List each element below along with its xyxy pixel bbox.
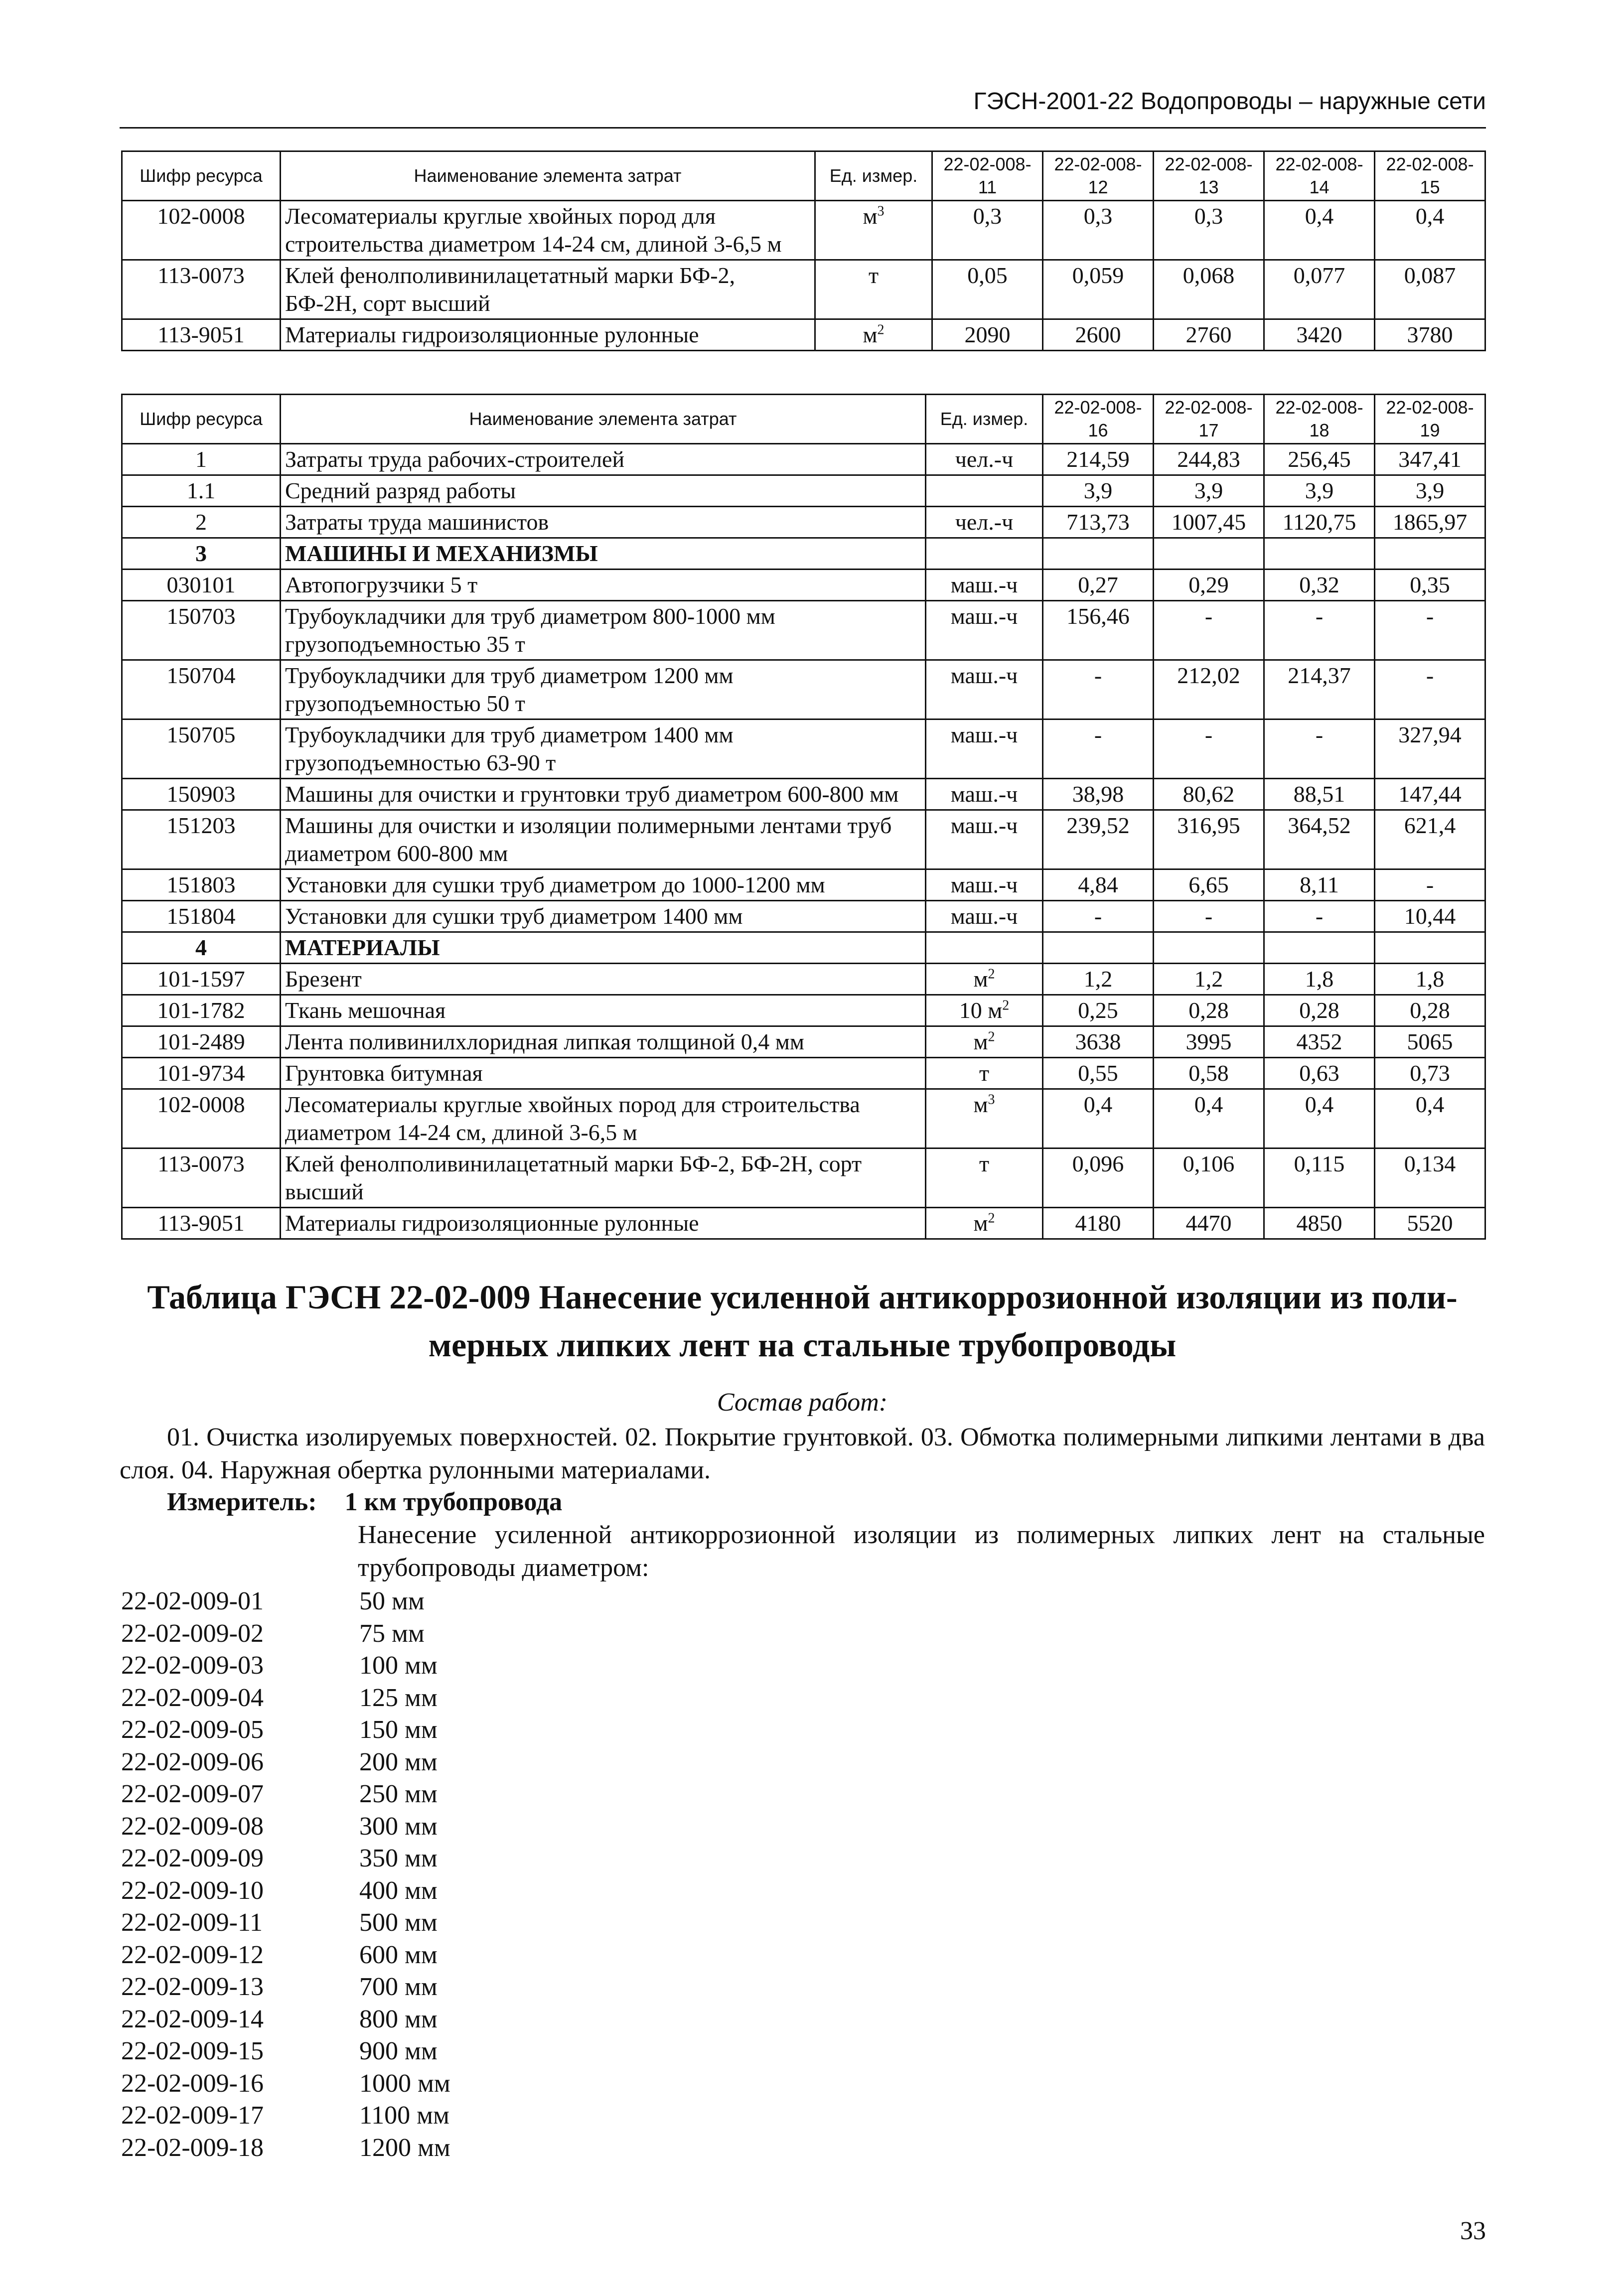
norm-code: 22-02-009-01 bbox=[121, 1587, 264, 1615]
norm-value-cell: 88,51 bbox=[1264, 779, 1375, 810]
cost-element-name-cell: Клей фенолполивинилацетатный марки БФ-2, БФ-2Н, сорт высший bbox=[281, 260, 815, 319]
cost-element-name-cell: Машины для очистки и грунтовки труб диаметром 600-800 мм bbox=[281, 779, 926, 810]
norm-value-cell: - bbox=[1043, 660, 1154, 719]
norm-code-row bbox=[121, 2004, 450, 2036]
section-title-line: мерных липких лент на стальные трубопроводы bbox=[428, 1326, 1177, 1364]
norm-value-cell: 364,52 bbox=[1264, 810, 1375, 869]
norm-code-row bbox=[121, 1650, 450, 1682]
norm-code: 22-02-009-14 bbox=[121, 2005, 264, 2033]
table-row bbox=[122, 810, 1485, 869]
norm-value-cell: - bbox=[1264, 719, 1375, 779]
norm-code-list bbox=[121, 1585, 450, 2164]
norm-value-cell: 5065 bbox=[1375, 1026, 1485, 1058]
norm-value-cell: 1,2 bbox=[1043, 964, 1154, 995]
unit-cell: маш.-ч bbox=[926, 719, 1043, 779]
norm-value-cell: 3,9 bbox=[1264, 475, 1375, 507]
pipe-diameter: 50 мм bbox=[359, 1587, 425, 1615]
unit-cell: $м^2$ bbox=[926, 1026, 1043, 1058]
norm-value-cell bbox=[1375, 538, 1485, 570]
norm-value-cell: 0,115 bbox=[1264, 1148, 1375, 1208]
resource-code-cell: 151803 bbox=[122, 869, 281, 901]
table-row bbox=[122, 660, 1485, 719]
resource-code-cell: 1 bbox=[122, 444, 281, 475]
table-row bbox=[122, 995, 1485, 1026]
header-cell: Ед. измер. bbox=[926, 395, 1043, 444]
norm-code-row bbox=[121, 1971, 450, 2004]
unit-cell: маш.-ч bbox=[926, 570, 1043, 601]
norm-value-cell: 0,4 bbox=[1264, 1089, 1375, 1148]
header-cell: Наименование элемента затрат bbox=[281, 395, 926, 444]
resource-code-cell: 113-0073 bbox=[122, 260, 281, 319]
resource-code-cell: 151203 bbox=[122, 810, 281, 869]
table-row bbox=[122, 719, 1485, 779]
cost-element-name-cell: МАТЕРИАЛЫ bbox=[281, 932, 926, 964]
resource-code-cell: 1.1 bbox=[122, 475, 281, 507]
norm-value-cell: 0,134 bbox=[1375, 1148, 1485, 1208]
unit-cell: маш.-ч bbox=[926, 901, 1043, 932]
norm-value-cell: 3995 bbox=[1154, 1026, 1264, 1058]
resource-code-cell: 102-0008 bbox=[122, 201, 281, 260]
norm-value-cell: 2090 bbox=[932, 319, 1043, 351]
norm-value-cell: 327,94 bbox=[1375, 719, 1485, 779]
norm-code-row bbox=[121, 1682, 450, 1715]
norm-code-row bbox=[121, 1939, 450, 1972]
resource-code-cell: 150903 bbox=[122, 779, 281, 810]
table-body bbox=[122, 201, 1485, 351]
unit-cell: т bbox=[926, 1058, 1043, 1089]
norm-code: 22-02-009-04 bbox=[121, 1683, 264, 1712]
pipe-diameter: 200 мм bbox=[359, 1747, 438, 1776]
norm-code-row bbox=[121, 1585, 450, 1618]
unit-cell: 10 $м^2$ bbox=[926, 995, 1043, 1026]
pipe-diameter: 100 мм bbox=[359, 1651, 438, 1680]
table-row bbox=[122, 779, 1485, 810]
pipe-diameter: 1000 мм bbox=[359, 2069, 450, 2098]
norm-value-cell: 4180 bbox=[1043, 1208, 1154, 1239]
norm-value-cell: 0,28 bbox=[1154, 995, 1264, 1026]
cost-element-name-cell: Ткань мешочная bbox=[281, 995, 926, 1026]
table-row bbox=[122, 1026, 1485, 1058]
norm-value-cell: 4,84 bbox=[1043, 869, 1154, 901]
unit-cell: чел.-ч bbox=[926, 444, 1043, 475]
resource-code-cell: 113-9051 bbox=[122, 1208, 281, 1239]
norm-value-cell: 256,45 bbox=[1264, 444, 1375, 475]
norm-value-cell: - bbox=[1154, 719, 1264, 779]
norm-value-cell: 147,44 bbox=[1375, 779, 1485, 810]
running-header-title: ГЭСН-2001-22 Водопроводы – наружные сети bbox=[973, 88, 1486, 115]
cost-element-name-cell: Установки для сушки труб диаметром до 1000-1200 мм bbox=[281, 869, 926, 901]
section-title-line: Таблица ГЭСН 22-02-009 Нанесение усиленной антикоррозионной изоляции из поли- bbox=[147, 1278, 1458, 1316]
page-number: 33 bbox=[1460, 2217, 1486, 2245]
resource-code-cell: 101-2489 bbox=[122, 1026, 281, 1058]
table-row bbox=[122, 1148, 1485, 1208]
norm-value-cell: 5520 bbox=[1375, 1208, 1485, 1239]
table-header-row bbox=[122, 151, 1485, 201]
norm-value-cell: 347,41 bbox=[1375, 444, 1485, 475]
resource-code-cell: 102-0008 bbox=[122, 1089, 281, 1148]
norm-value-cell bbox=[1264, 932, 1375, 964]
pipe-diameter: 125 мм bbox=[359, 1683, 438, 1712]
pipe-diameter: 900 мм bbox=[359, 2037, 438, 2065]
table-row bbox=[122, 507, 1485, 538]
norm-code-row bbox=[121, 2035, 450, 2068]
unit-cell: $м^3$ bbox=[926, 1089, 1043, 1148]
norm-code-row bbox=[121, 1618, 450, 1650]
norm-value-cell: - bbox=[1043, 719, 1154, 779]
norm-code-row bbox=[121, 1907, 450, 1939]
header-cell: 22-02-008-14 bbox=[1264, 151, 1375, 201]
norm-value-cell: 0,28 bbox=[1375, 995, 1485, 1026]
cost-element-name-cell: Брезент bbox=[281, 964, 926, 995]
norm-value-cell: 0,3 bbox=[1043, 201, 1154, 260]
norm-value-cell: 621,4 bbox=[1375, 810, 1485, 869]
norm-value-cell: 0,4 bbox=[1043, 1089, 1154, 1148]
cost-element-name-cell: МАШИНЫ И МЕХАНИЗМЫ bbox=[281, 538, 926, 570]
norm-code-row bbox=[121, 1875, 450, 1907]
cost-element-name-cell: Материалы гидроизоляционные рулонные bbox=[281, 1208, 926, 1239]
norm-value-cell: 3638 bbox=[1043, 1026, 1154, 1058]
pipe-diameter: 75 мм bbox=[359, 1619, 425, 1648]
norm-value-cell: 0,63 bbox=[1264, 1058, 1375, 1089]
norm-code: 22-02-009-17 bbox=[121, 2101, 264, 2130]
norm-value-cell: - bbox=[1264, 601, 1375, 660]
unit-cell bbox=[926, 932, 1043, 964]
cost-element-name-cell: Клей фенолполивинилацетатный марки БФ-2, БФ-2Н, сорт высший bbox=[281, 1148, 926, 1208]
norm-value-cell: 0,58 bbox=[1154, 1058, 1264, 1089]
norm-code: 22-02-009-09 bbox=[121, 1844, 264, 1872]
norm-value-cell: - bbox=[1154, 601, 1264, 660]
norm-value-cell: 0,068 bbox=[1154, 260, 1264, 319]
resource-table-008-16-19 bbox=[121, 394, 1486, 1240]
table-row bbox=[122, 964, 1485, 995]
unit-cell bbox=[926, 475, 1043, 507]
unit-cell: т bbox=[926, 1148, 1043, 1208]
resource-code-cell: 101-1782 bbox=[122, 995, 281, 1026]
norm-value-cell: 244,83 bbox=[1154, 444, 1264, 475]
norm-description: Нанесение усиленной антикоррозионной изоляции из полимерных липких лент на стальные трубопроводы диаметром: bbox=[358, 1521, 1485, 1582]
norm-value-cell: 1,8 bbox=[1264, 964, 1375, 995]
norm-code: 22-02-009-07 bbox=[121, 1780, 264, 1808]
pipe-diameter: 800 мм bbox=[359, 2005, 438, 2033]
pipe-diameter: 150 мм bbox=[359, 1716, 438, 1744]
norm-code: 22-02-009-15 bbox=[121, 2037, 264, 2065]
norm-code: 22-02-009-03 bbox=[121, 1651, 264, 1680]
norm-value-cell: 214,37 bbox=[1264, 660, 1375, 719]
table-row bbox=[122, 869, 1485, 901]
norm-code-row bbox=[121, 1778, 450, 1811]
norm-value-cell bbox=[1264, 538, 1375, 570]
header-cell: Ед. измер. bbox=[815, 151, 932, 201]
meter-label: Измеритель: bbox=[167, 1488, 317, 1516]
meter-value: 1 км трубопровода bbox=[344, 1488, 563, 1516]
unit-cell bbox=[926, 538, 1043, 570]
pipe-diameter: 700 мм bbox=[359, 1973, 438, 2001]
norm-value-cell bbox=[1043, 932, 1154, 964]
norm-code: 22-02-009-13 bbox=[121, 1973, 264, 2001]
norm-value-cell: 0,087 bbox=[1375, 260, 1485, 319]
norm-value-cell: 1007,45 bbox=[1154, 507, 1264, 538]
unit-cell: $м^2$ bbox=[926, 964, 1043, 995]
table-row bbox=[122, 319, 1485, 351]
norm-value-cell: - bbox=[1375, 601, 1485, 660]
norm-code: 22-02-009-18 bbox=[121, 2133, 264, 2162]
table-row bbox=[122, 201, 1485, 260]
header-cell: 22-02-008-16 bbox=[1043, 395, 1154, 444]
header-cell: 22-02-008-11 bbox=[932, 151, 1043, 201]
pipe-diameter: 1100 мм bbox=[359, 2101, 449, 2130]
norm-value-cell: 0,29 bbox=[1154, 570, 1264, 601]
norm-value-cell: 713,73 bbox=[1043, 507, 1154, 538]
norm-value-cell: 2600 bbox=[1043, 319, 1154, 351]
unit-cell: маш.-ч bbox=[926, 810, 1043, 869]
resource-code-cell: 101-9734 bbox=[122, 1058, 281, 1089]
norm-value-cell: 0,28 bbox=[1264, 995, 1375, 1026]
resource-code-cell: 150705 bbox=[122, 719, 281, 779]
norm-code: 22-02-009-12 bbox=[121, 1940, 264, 1969]
table-row bbox=[122, 444, 1485, 475]
norm-value-cell: 156,46 bbox=[1043, 601, 1154, 660]
header-cell: 22-02-008-13 bbox=[1154, 151, 1264, 201]
header-cell: 22-02-008-15 bbox=[1375, 151, 1485, 201]
cost-element-name-cell: Трубоукладчики для труб диаметром 800-1000 мм грузоподъемностью 35 т bbox=[281, 601, 926, 660]
norm-value-cell: 3780 bbox=[1375, 319, 1485, 351]
norm-code-row bbox=[121, 2100, 450, 2132]
resource-code-cell: 2 bbox=[122, 507, 281, 538]
norm-value-cell bbox=[1154, 932, 1264, 964]
norm-value-cell: 4470 bbox=[1154, 1208, 1264, 1239]
norm-value-cell: 2760 bbox=[1154, 319, 1264, 351]
norm-value-cell: 3,9 bbox=[1154, 475, 1264, 507]
norm-value-cell bbox=[1375, 932, 1485, 964]
norm-value-cell: 1120,75 bbox=[1264, 507, 1375, 538]
unit-cell: т bbox=[815, 260, 932, 319]
norm-value-cell: 212,02 bbox=[1154, 660, 1264, 719]
norm-code-row bbox=[121, 2132, 450, 2164]
norm-value-cell: 3,9 bbox=[1043, 475, 1154, 507]
cost-element-name-cell: Лесоматериалы круглые хвойных пород для строительства диаметром 14-24 см, длиной 3-6,5 м bbox=[281, 201, 815, 260]
cost-element-name-cell: Установки для сушки труб диаметром 1400 мм bbox=[281, 901, 926, 932]
norm-value-cell: 239,52 bbox=[1043, 810, 1154, 869]
header-cell: 22-02-008-19 bbox=[1375, 395, 1485, 444]
cost-element-name-cell: Машины для очистки и изоляции полимерными лентами труб диаметром 600-800 мм bbox=[281, 810, 926, 869]
table-row bbox=[122, 260, 1485, 319]
norm-value-cell: 0,4 bbox=[1375, 201, 1485, 260]
norm-value-cell: 0,73 bbox=[1375, 1058, 1485, 1089]
cost-element-name-cell: Средний разряд работы bbox=[281, 475, 926, 507]
norm-value-cell: 0,077 bbox=[1264, 260, 1375, 319]
norm-code: 22-02-009-11 bbox=[121, 1908, 263, 1937]
cost-element-name-cell: Автопогрузчики 5 т bbox=[281, 570, 926, 601]
pipe-diameter: 500 мм bbox=[359, 1908, 438, 1937]
unit-cell: маш.-ч bbox=[926, 779, 1043, 810]
norm-code-row bbox=[121, 1746, 450, 1779]
norm-code-row bbox=[121, 1714, 450, 1746]
norm-value-cell: 0,32 bbox=[1264, 570, 1375, 601]
norm-value-cell: 4850 bbox=[1264, 1208, 1375, 1239]
cost-element-name-cell: Трубоукладчики для труб диаметром 1200 мм грузоподъемностью 50 т bbox=[281, 660, 926, 719]
norm-value-cell: - bbox=[1264, 901, 1375, 932]
norm-code: 22-02-009-06 bbox=[121, 1747, 264, 1776]
table-row bbox=[122, 1089, 1485, 1148]
norm-value-cell: - bbox=[1375, 869, 1485, 901]
cost-element-name-cell: Трубоукладчики для труб диаметром 1400 мм грузоподъемностью 63-90 т bbox=[281, 719, 926, 779]
norm-code: 22-02-009-10 bbox=[121, 1876, 264, 1905]
table-row bbox=[122, 1058, 1485, 1089]
header-cell: 22-02-008-17 bbox=[1154, 395, 1264, 444]
resource-code-cell: 113-9051 bbox=[122, 319, 281, 351]
table-body bbox=[122, 444, 1485, 1239]
unit-cell: $м^2$ bbox=[815, 319, 932, 351]
unit-cell: маш.-ч bbox=[926, 869, 1043, 901]
resource-code-cell: 113-0073 bbox=[122, 1148, 281, 1208]
resource-code-cell: 030101 bbox=[122, 570, 281, 601]
norm-value-cell: 214,59 bbox=[1043, 444, 1154, 475]
norm-value-cell: 0,3 bbox=[932, 201, 1043, 260]
table-header-row bbox=[122, 395, 1485, 444]
norm-value-cell: 0,27 bbox=[1043, 570, 1154, 601]
cost-element-name-cell: Затраты труда рабочих-строителей bbox=[281, 444, 926, 475]
unit-cell: маш.-ч bbox=[926, 601, 1043, 660]
norm-value-cell: - bbox=[1375, 660, 1485, 719]
norm-value-cell: 6,65 bbox=[1154, 869, 1264, 901]
header-cell: Шифр ресурса bbox=[122, 151, 281, 201]
norm-value-cell: 0,35 bbox=[1375, 570, 1485, 601]
pipe-diameter: 300 мм bbox=[359, 1812, 438, 1841]
section-title bbox=[120, 1273, 1485, 1369]
resource-code-cell: 150704 bbox=[122, 660, 281, 719]
norm-value-cell: 1,8 bbox=[1375, 964, 1485, 995]
table-row bbox=[122, 601, 1485, 660]
norm-value-cell: 0,096 bbox=[1043, 1148, 1154, 1208]
resource-code-cell: 151804 bbox=[122, 901, 281, 932]
norm-value-cell: 316,95 bbox=[1154, 810, 1264, 869]
header-cell: Наименование элемента затрат bbox=[281, 151, 815, 201]
header-cell: 22-02-008-18 bbox=[1264, 395, 1375, 444]
unit-cell: чел.-ч bbox=[926, 507, 1043, 538]
norm-value-cell: 4352 bbox=[1264, 1026, 1375, 1058]
norm-value-cell: 0,4 bbox=[1264, 201, 1375, 260]
table-row bbox=[122, 475, 1485, 507]
cost-element-name-cell: Материалы гидроизоляционные рулонные bbox=[281, 319, 815, 351]
norm-value-cell: 80,62 bbox=[1154, 779, 1264, 810]
norm-value-cell: 0,106 bbox=[1154, 1148, 1264, 1208]
table-row bbox=[122, 570, 1485, 601]
norm-code: 22-02-009-08 bbox=[121, 1812, 264, 1841]
norm-code-row bbox=[121, 1843, 450, 1875]
norm-value-cell: 0,3 bbox=[1154, 201, 1264, 260]
resource-code-cell: 3 bbox=[122, 538, 281, 570]
pipe-diameter: 250 мм bbox=[359, 1780, 438, 1808]
table-row bbox=[122, 1208, 1485, 1239]
resource-code-cell: 101-1597 bbox=[122, 964, 281, 995]
cost-element-name-cell: Лесоматериалы круглые хвойных пород для строительства диаметром 14-24 см, длиной 3-6,5 м bbox=[281, 1089, 926, 1148]
pipe-diameter: 350 мм bbox=[359, 1844, 438, 1872]
table-row bbox=[122, 901, 1485, 932]
pipe-diameter: 400 мм bbox=[359, 1876, 438, 1905]
norm-value-cell: - bbox=[1043, 901, 1154, 932]
pipe-diameter: 600 мм bbox=[359, 1940, 438, 1969]
norm-value-cell: 3,9 bbox=[1375, 475, 1485, 507]
norm-value-cell: 10,44 bbox=[1375, 901, 1485, 932]
norm-value-cell: 1,2 bbox=[1154, 964, 1264, 995]
cost-element-name-cell: Лента поливинилхлоридная липкая толщиной 0,4 мм bbox=[281, 1026, 926, 1058]
norm-value-cell: 3420 bbox=[1264, 319, 1375, 351]
meter-line bbox=[167, 1487, 562, 1517]
norm-value-cell: 0,25 bbox=[1043, 995, 1154, 1026]
norm-code: 22-02-009-02 bbox=[121, 1619, 264, 1648]
norm-value-cell: 38,98 bbox=[1043, 779, 1154, 810]
norm-code: 22-02-009-05 bbox=[121, 1716, 264, 1744]
work-composition-text: 01. Очистка изолируемых поверхностей. 02. Покрытие грунтовкой. 03. Обмотка полимерными липкими лентами в два слоя. 04. Наружная обертка рулонными материалами. bbox=[120, 1423, 1485, 1484]
header-cell: Шифр ресурса bbox=[122, 395, 281, 444]
pipe-diameter: 1200 мм bbox=[359, 2133, 450, 2162]
table-row bbox=[122, 932, 1485, 964]
unit-cell: $м^2$ bbox=[926, 1208, 1043, 1239]
norm-value-cell: 0,55 bbox=[1043, 1058, 1154, 1089]
norm-value-cell bbox=[1154, 538, 1264, 570]
norm-value-cell: 0,05 bbox=[932, 260, 1043, 319]
table-row bbox=[122, 538, 1485, 570]
norm-code-row bbox=[121, 2068, 450, 2100]
header-cell: 22-02-008-12 bbox=[1043, 151, 1154, 201]
unit-cell: маш.-ч bbox=[926, 660, 1043, 719]
resource-table-008-11-15 bbox=[121, 150, 1486, 351]
norm-value-cell: 8,11 bbox=[1264, 869, 1375, 901]
unit-cell: $м^3$ bbox=[815, 201, 932, 260]
norm-value-cell: - bbox=[1154, 901, 1264, 932]
norm-code-row bbox=[121, 1811, 450, 1843]
resource-code-cell: 4 bbox=[122, 932, 281, 964]
header-divider bbox=[120, 127, 1486, 129]
norm-value-cell: 0,4 bbox=[1154, 1089, 1264, 1148]
norm-code: 22-02-009-16 bbox=[121, 2069, 264, 2098]
cost-element-name-cell: Грунтовка битумная bbox=[281, 1058, 926, 1089]
norm-value-cell: 1865,97 bbox=[1375, 507, 1485, 538]
norm-value-cell bbox=[1043, 538, 1154, 570]
norm-value-cell: 0,4 bbox=[1375, 1089, 1485, 1148]
resource-code-cell: 150703 bbox=[122, 601, 281, 660]
cost-element-name-cell: Затраты труда машинистов bbox=[281, 507, 926, 538]
work-composition-label: Состав работ: bbox=[717, 1388, 888, 1417]
norm-value-cell: 0,059 bbox=[1043, 260, 1154, 319]
